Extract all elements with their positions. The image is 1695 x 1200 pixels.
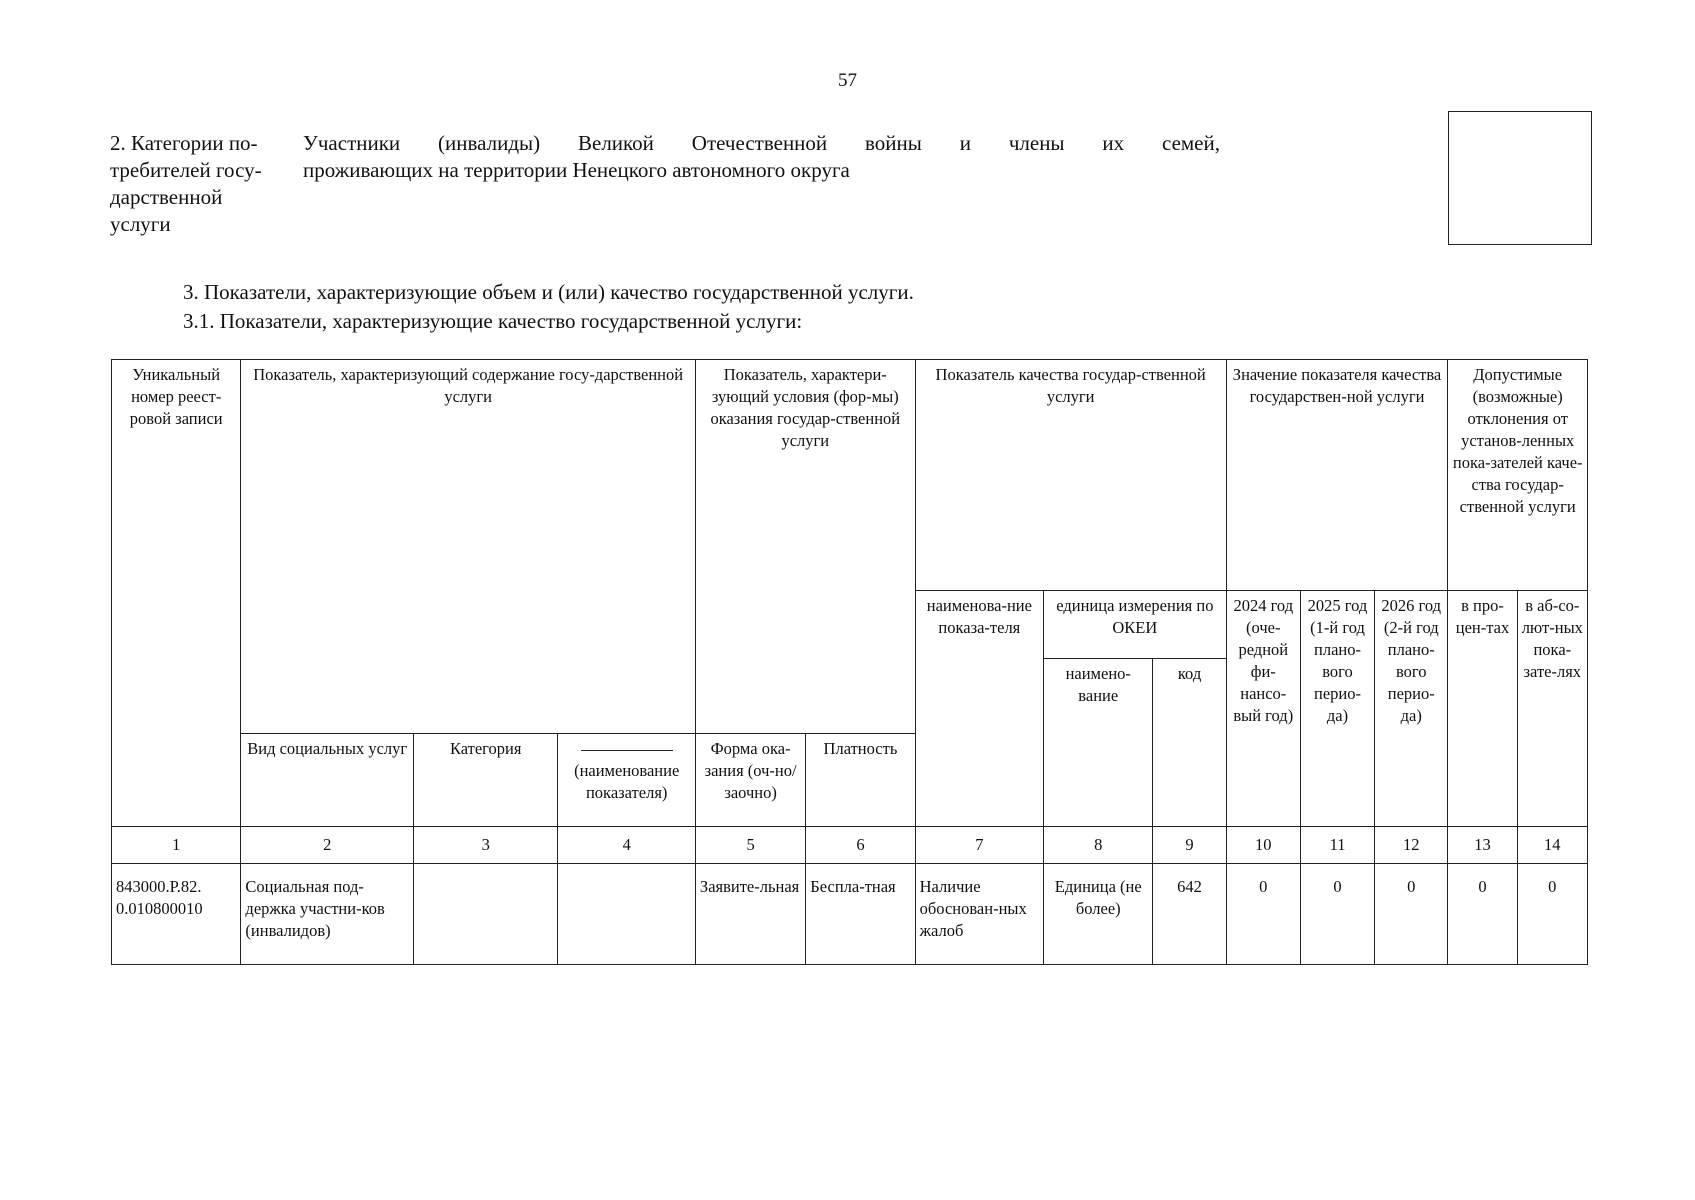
header-year-2026: 2026 год (2-й год плано-вого перио-да) (1375, 591, 1448, 827)
column-number: 10 (1226, 827, 1300, 864)
column-number: 9 (1153, 827, 1226, 864)
registry-code-box (1448, 111, 1592, 245)
header-row-1 (112, 360, 1588, 591)
indicator-cell (558, 864, 695, 965)
consumer-categories-line-2: проживающих на территории Ненецкого автономного округа (303, 158, 850, 182)
header-deviations: Допустимые (возможные) отклонения от установ-ленных пока-зателей каче-ства государ-ственной услуги (1448, 360, 1588, 591)
header-form: Форма ока-зания (оч-но/заочно) (695, 734, 805, 827)
header-content-indicator: Показатель, характеризующий содержание госу-дарственной услуги (241, 360, 696, 734)
header-year-2024: 2024 год (оче-редной фи-нансо-вый год) (1226, 591, 1300, 827)
header-in-absolute: в аб-со-лют-ных пока-зате-лях (1517, 591, 1587, 827)
value-2026-cell: 0 (1375, 864, 1448, 965)
section-3-heading: 3. Показатели, характеризующие объем и (или) качество государственной услуги. (183, 280, 914, 304)
column-number: 8 (1044, 827, 1153, 864)
header-year-2025: 2025 год (1-й год плано-вого перио-да) (1300, 591, 1374, 827)
section-3-1-heading: 3.1. Показатели, характеризующие качество государственной услуги: (183, 309, 803, 333)
value-2024-cell: 0 (1226, 864, 1300, 965)
column-number: 4 (558, 827, 695, 864)
header-in-percent: в про-цен-тах (1448, 591, 1517, 827)
table-row (112, 864, 1588, 965)
header-quality-indicator: Показатель качества государ-ственной услуги (915, 360, 1226, 591)
quality-name-cell: Наличие обоснован-ных жалоб (915, 864, 1043, 965)
column-number: 14 (1517, 827, 1587, 864)
header-category: Категория (413, 734, 557, 827)
unit-code-cell: 642 (1153, 864, 1226, 965)
header-unit-code: код (1153, 659, 1226, 827)
consumer-categories-label: 2. Категории по- требителей госу- дарственной услуги (110, 131, 262, 236)
consumer-categories-value (303, 130, 1220, 238)
header-indicator-name: наименова-ние показа-теля (915, 591, 1043, 827)
consumer-categories (110, 130, 1220, 238)
header-quality-value: Значение показателя качества государствен-ной услуги (1226, 360, 1448, 591)
column-number: 11 (1300, 827, 1374, 864)
column-number: 2 (241, 827, 414, 864)
header-payment: Платность (806, 734, 915, 827)
deviation-absolute-cell: 0 (1517, 864, 1587, 965)
page-number: 57 (838, 70, 857, 91)
header-unit-okei: единица измерения по ОКЕИ (1044, 591, 1227, 659)
service-type-cell: Социальная под-держка участни-ков (инвалидов) (241, 864, 414, 965)
column-number: 7 (915, 827, 1043, 864)
quality-indicators-table (111, 359, 1588, 965)
column-number: 12 (1375, 827, 1448, 864)
header-indicator-name-col (558, 734, 695, 827)
column-number: 6 (806, 827, 915, 864)
value-2025-cell: 0 (1300, 864, 1374, 965)
blank-line (581, 740, 673, 751)
header-indicator-name-col-label: (наименование показателя) (574, 761, 680, 802)
header-unique-number: Уникальный номер реест-ровой записи (112, 360, 241, 827)
column-number: 3 (413, 827, 557, 864)
header-conditions-indicator: Показатель, характери-зующий условия (фор-мы) оказания государ-ственной услуги (695, 360, 915, 734)
consumer-categories-line-1: Участники (инвалиды) Великой Отечественной войны и члены их семей, (303, 131, 1220, 155)
unit-name-cell: Единица (не более) (1044, 864, 1153, 965)
column-number-row (112, 827, 1588, 864)
column-number: 5 (695, 827, 805, 864)
header-service-type: Вид социальных услуг (241, 734, 414, 827)
deviation-percent-cell: 0 (1448, 864, 1517, 965)
form-cell: Заявите-льная (695, 864, 805, 965)
column-number: 1 (112, 827, 241, 864)
column-number: 13 (1448, 827, 1517, 864)
header-unit-name: наимено-вание (1044, 659, 1153, 827)
payment-cell: Беспла-тная (806, 864, 915, 965)
category-cell (413, 864, 557, 965)
registry-number-cell: 843000.Р.82. 0.010800010 (112, 864, 241, 965)
